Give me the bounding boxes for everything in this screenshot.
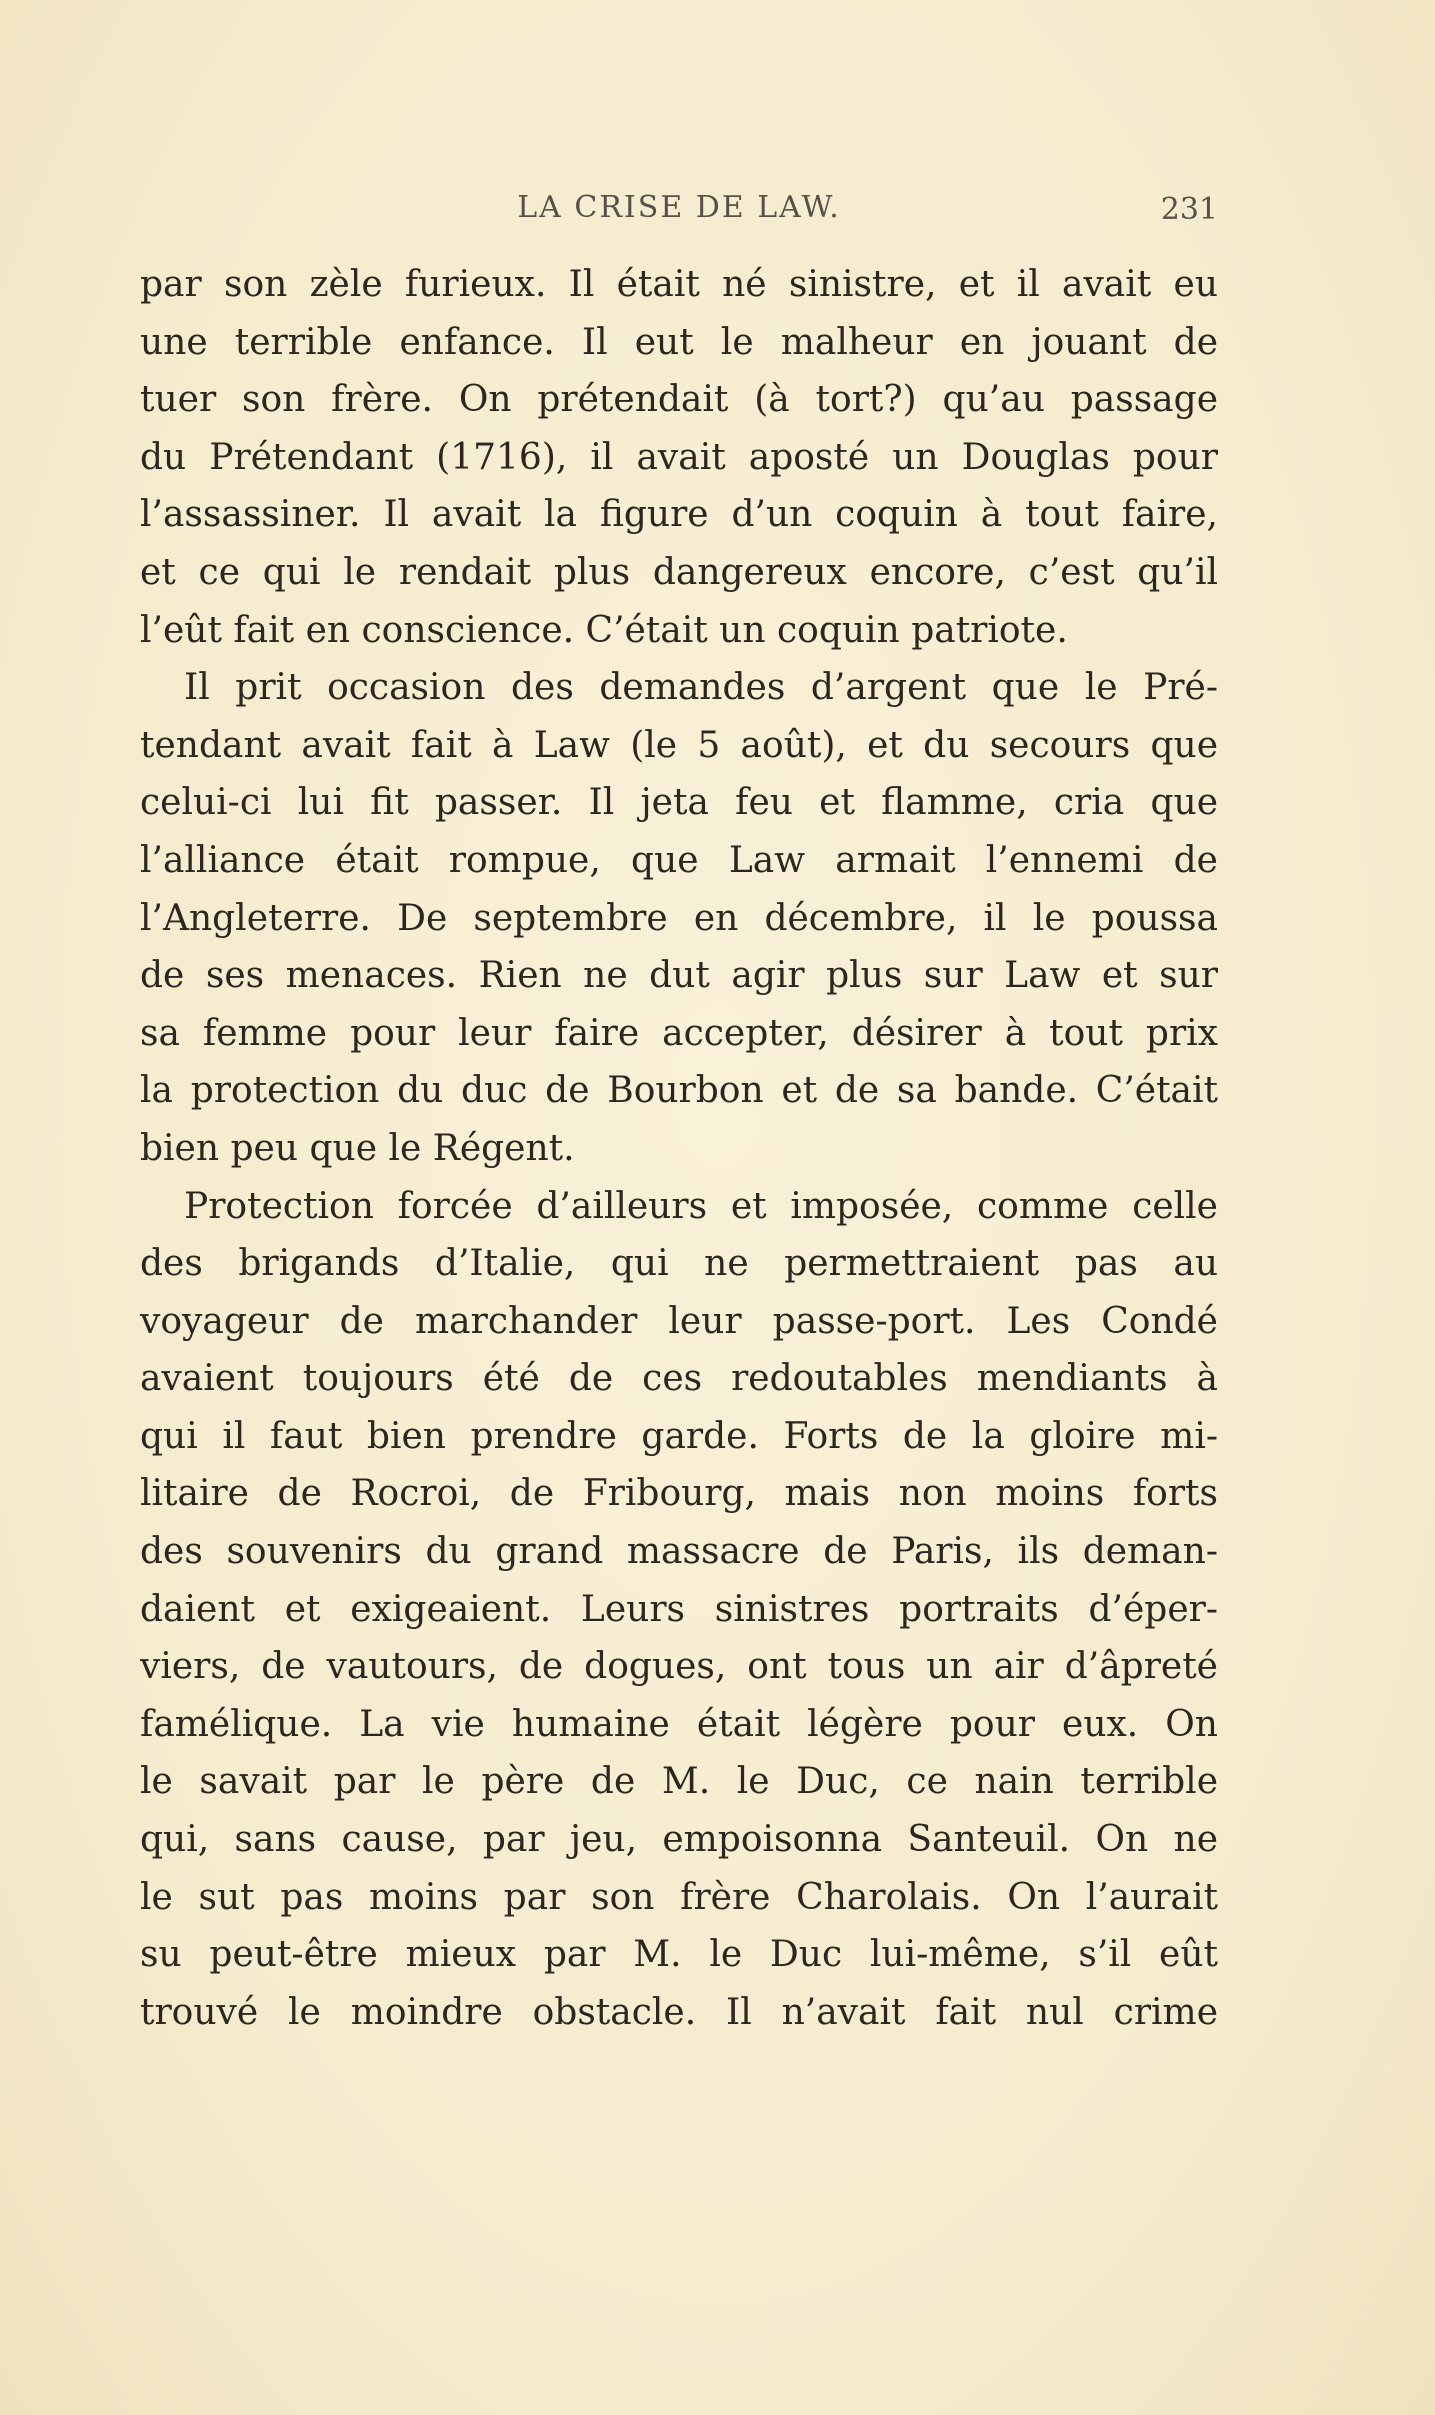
text-line: tuer son frère. On prétendait (à tort?) qu’au passage [140,379,1218,421]
text-line: bien peu que le Régent. [140,1127,575,1169]
text-line: le sut pas moins par son frère Charolais. On l’aurait [140,1876,1218,1918]
text-line: des brigands d’Italie, qui ne permettraient pas au [140,1243,1218,1285]
text-line: par son zèle furieux. Il était né sinistre, et il avait eu [140,264,1218,305]
text-line: des souvenirs du grand massacre de Paris, ils deman- [140,1531,1218,1573]
paragraph-start-line: Il prit occasion des demandes d’argent que le Pré- [184,667,1218,709]
text-line: l’alliance était rompue, que Law armait l’ennemi de [140,839,1218,881]
text-line: qui, sans cause, par jeu, empoisonna Santeuil. On ne [140,1819,1218,1861]
text-line: une terrible enfance. Il eut le malheur en jouant de [140,321,1218,363]
running-title: LA CRISE DE LAW. [517,190,841,225]
body-text [140,256,1218,2041]
running-head [140,186,1218,230]
text-line: famélique. La vie humaine était légère pour eux. On [140,1703,1218,1745]
text-line: l’Angleterre. De septembre en décembre, il le poussa [140,897,1218,939]
text-line: su peut-être mieux par M. le Duc lui-même, s’il eût [140,1934,1218,1976]
text-line: viers, de vautours, de dogues, ont tous un air d’âpreté [140,1646,1218,1688]
text-line: le savait par le père de M. le Duc, ce nain terrible [140,1761,1218,1803]
text-line: la protection du duc de Bourbon et de sa bande. C’était [140,1070,1218,1112]
text-line: l’assassiner. Il avait la figure d’un coquin à tout faire, [140,494,1218,536]
text-line: litaire de Rocroi, de Fribourg, mais non moins forts [140,1473,1218,1515]
text-line: du Prétendant (1716), il avait aposté un Douglas pour [140,436,1218,478]
paragraph-start-line: Protection forcée d’ailleurs et imposée, comme celle [184,1185,1218,1227]
text-line: qui il faut bien prendre garde. Forts de la gloire mi- [140,1415,1218,1457]
text-line: tendant avait fait à Law (le 5 août), et du secours que [140,724,1218,766]
text-line: celui-ci lui fit passer. Il jeta feu et flamme, cria que [140,782,1218,824]
text-line: daient et exigeaient. Leurs sinistres portraits d’éper- [140,1588,1218,1630]
text-line: sa femme pour leur faire accepter, désirer à tout prix [140,1012,1218,1054]
text-line: avaient toujours été de ces redoutables mendiants à [140,1358,1218,1400]
text-line: et ce qui le rendait plus dangereux encore, c’est qu’il [140,551,1218,593]
page-number: 231 [1160,192,1218,227]
text-line: voyageur de marchander leur passe-port. Les Condé [140,1300,1218,1342]
text-line: de ses menaces. Rien ne dut agir plus sur Law et sur [140,955,1218,997]
text-line: l’eût fait en conscience. C’était un coquin patriote. [140,609,1068,651]
text-line: trouvé le moindre obstacle. Il n’avait fait nul crime [140,1991,1218,2033]
